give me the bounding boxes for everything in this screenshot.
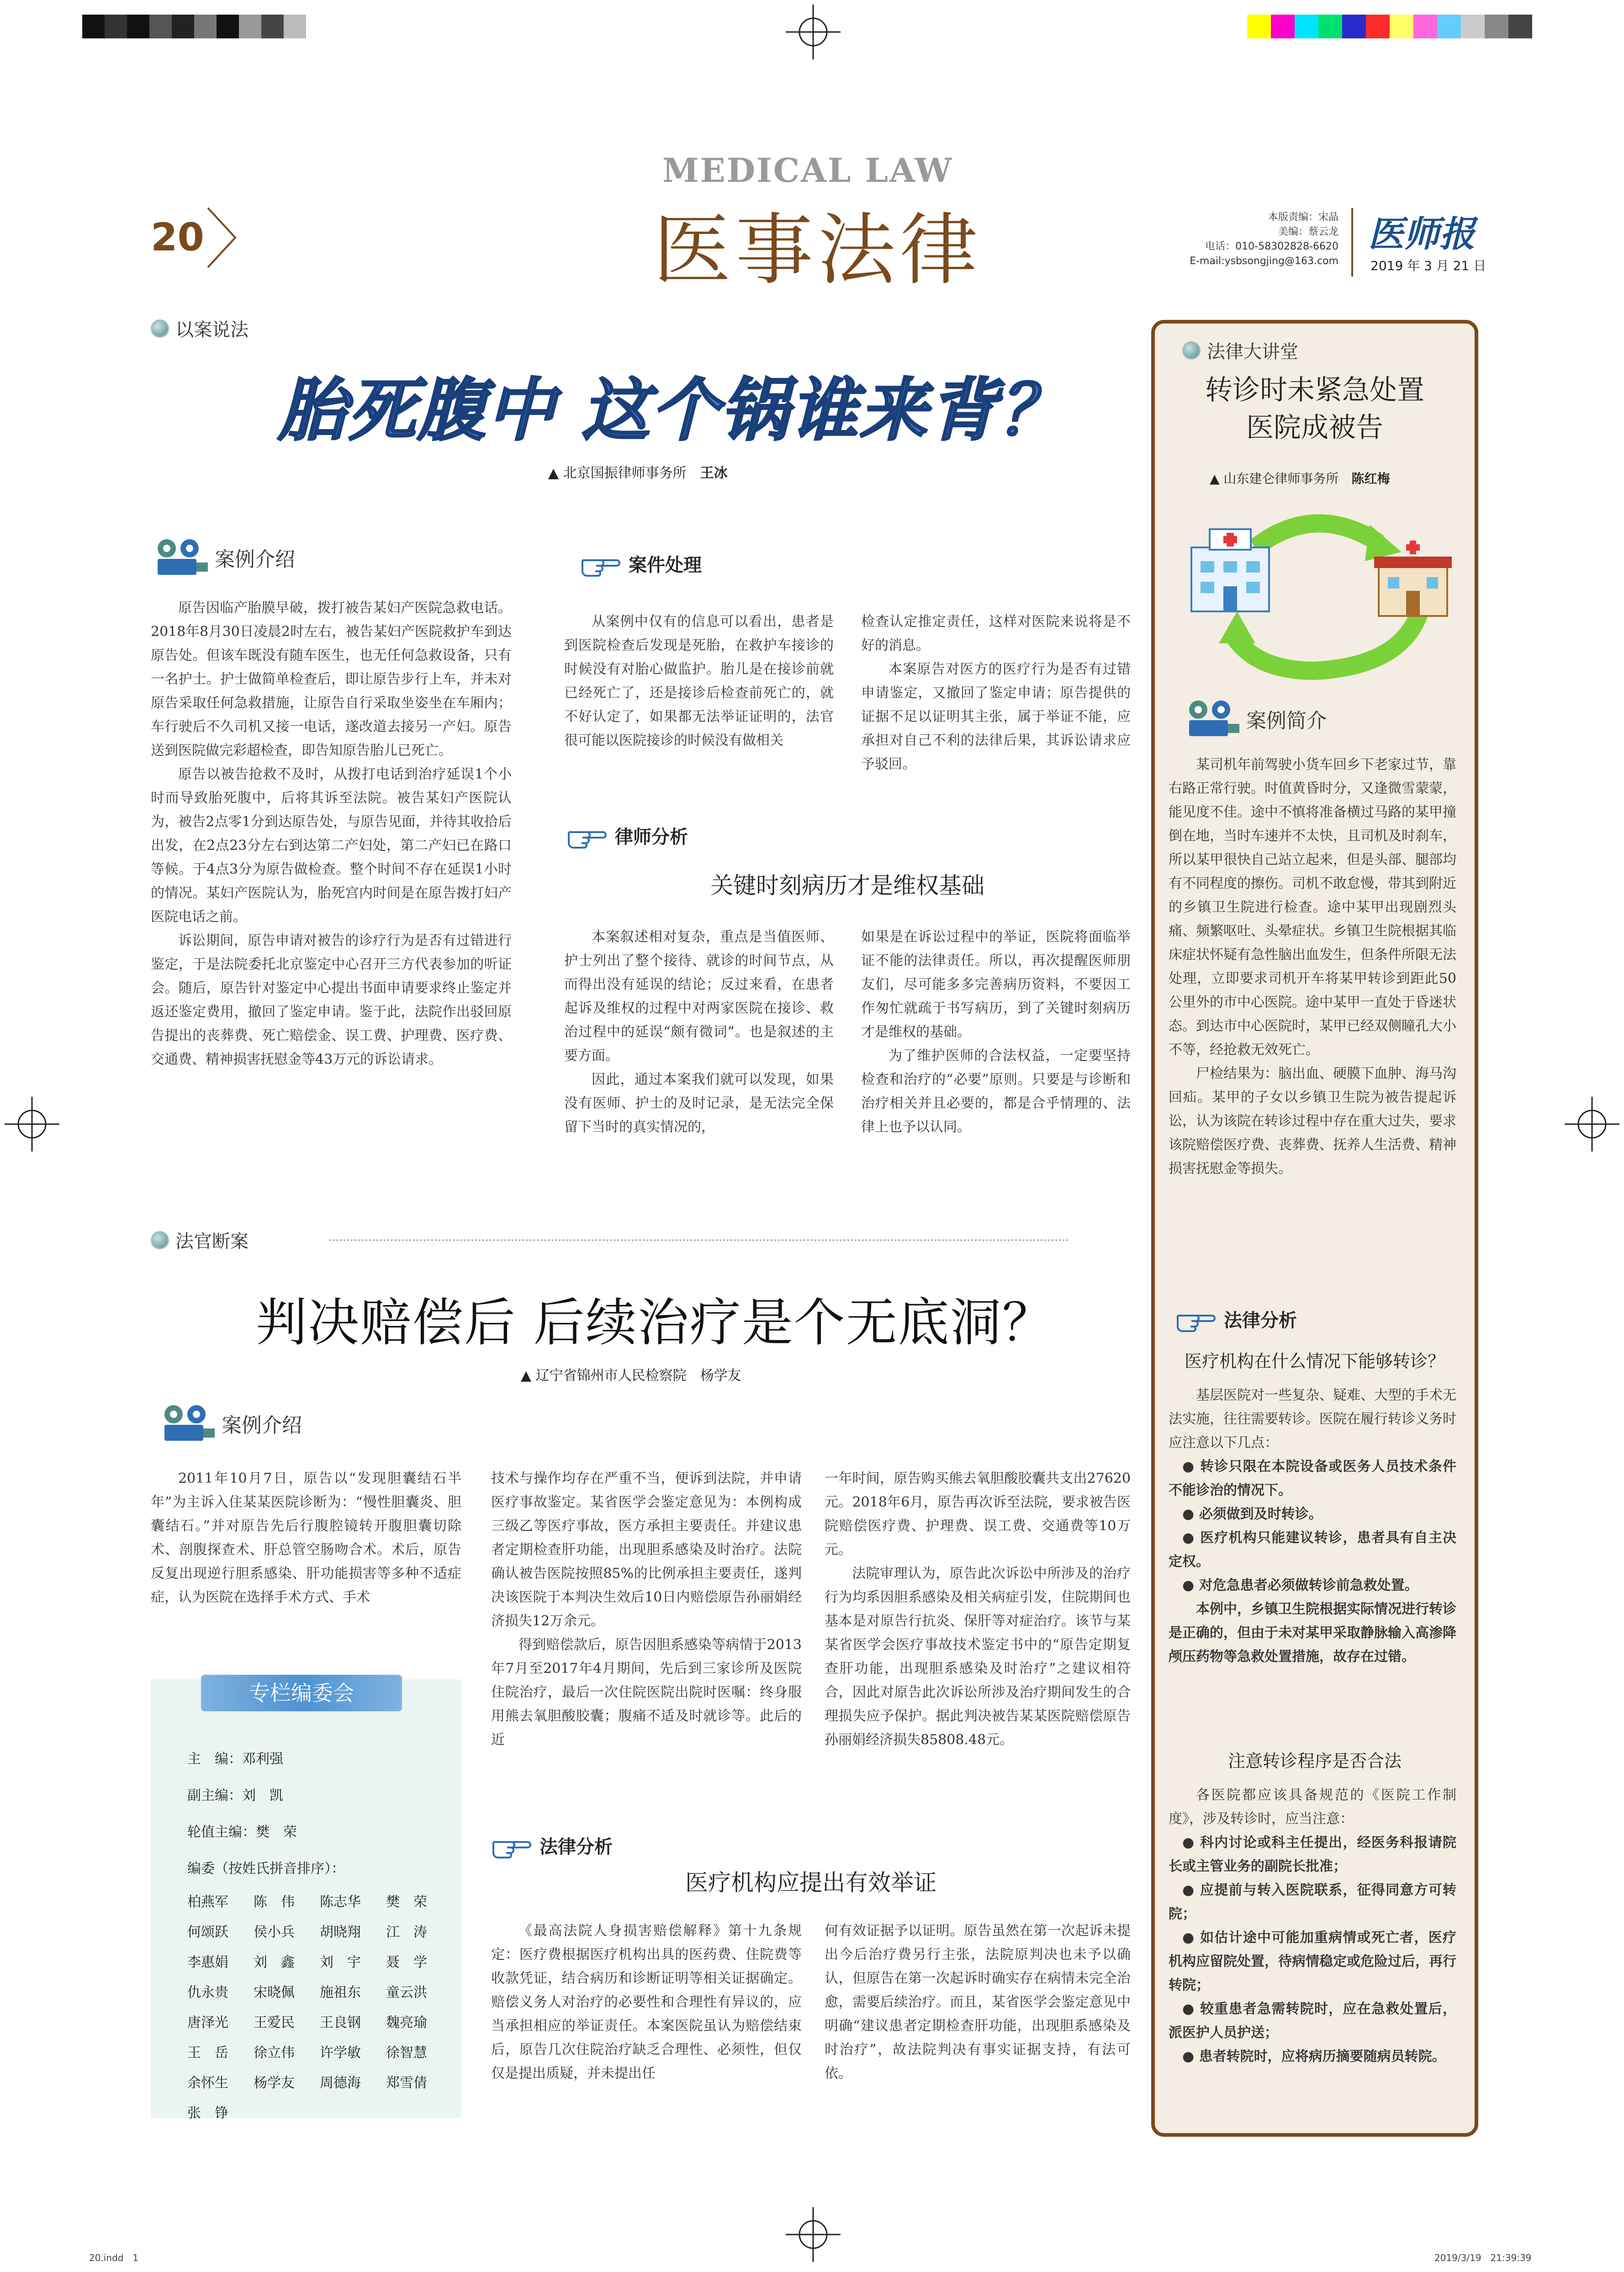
- board-member: 许学敏: [320, 2045, 361, 2061]
- pointing-hand-icon: [491, 1833, 532, 1858]
- paragraph: 原告以被告抢救不及时，从拨打电话到治疗延误1个小时而导致胎死腹中，后将其诉至法院。被告某妇产医院认为，被告2点零1分到达原告处，与原告见面，并待其收拾后出发，在2点23分左右到达第二产妇处，第二产妇已在路口等候。于4点3分为原告做检查。整个时间不存在延误1小时的情况。某妇产医院认为，胎死宫内时间是在原告拨打妇产医院电话之前。: [151, 766, 512, 925]
- list-item: ● 科内讨论或科主任提出，经医务科报请院长或主管业务的副院长批准；: [1169, 1835, 1456, 1874]
- analysis-title: 关键时刻病历才是维权基础: [710, 872, 984, 899]
- board-member: 周德海: [320, 2075, 361, 2091]
- paragraph: 因此，通过本案我们就可以发现，如果没有医师、护士的及时记录，是无法完全保留下当时的真实情况的，: [564, 1072, 834, 1135]
- paragraph: 何有效证据予以证明。原告虽然在第一次起诉未提出今后治疗费另行主张，法院原判决也未予以确认，但原告在第一次起诉时确实存在病情未完全治愈，需要后续治疗。而且，某省医学会鉴定意见中明确“建议患者定期检查肝功能，出现胆系感染及时治疗”，故法院判决有事实证据支持，有法可依。: [825, 1923, 1131, 2081]
- paragraph: 《最高法院人身损害赔偿解释》第十九条规定：医疗费根据医疗机构出具的医药费、住院费等收款凭证，结合病历和诊断证明等相关证据确定。赔偿义务人对治疗的必要性和合理性有异议的，应当承担相应的举证责任。本案医院虽认为赔偿结束后，原告几次住院治疗缺乏合理性、必须性，但仅仅是提出质疑，并未提出任: [491, 1923, 802, 2081]
- hospital-transfer-illustration: [1164, 493, 1465, 685]
- story2-col1: [151, 1467, 461, 1609]
- header-divider: [1351, 208, 1353, 276]
- sidebar-case-text: [1169, 753, 1456, 1181]
- board-member: 宋晓佩: [254, 1985, 295, 2001]
- pointing-hand-icon: [580, 551, 621, 577]
- board-member: 陈 伟: [254, 1894, 295, 1910]
- board-member: 杨学友: [254, 2075, 295, 2091]
- sidebar-question-1: 医疗机构在什么情况下能够转诊？: [1184, 1351, 1445, 1371]
- analysis-heading: [566, 823, 688, 849]
- paragraph: 为了维护医师的合法权益，一定要坚持检查和治疗的“必要”原则。只要是与诊断和治疗相关并且必要的，都是合乎情理的、法律上也予以认同。: [861, 1048, 1131, 1135]
- issue-date: 2019 年 3 月 21 日: [1370, 258, 1486, 273]
- paragraph: 诉讼期间，原告申请对被告的诊疗行为是否有过错进行鉴定，于是法院委托北京鉴定中心召开三方代表参加的听证会。随后，原告针对鉴定中心提出书面申请要求终止鉴定并返还鉴定费用，撤回了鉴定申请。鉴于此，法院作出驳回原告提出的丧葬费、死亡赔偿金、误工费、护理费、医疗费、交通费、精神损害抚慰金等43万元的诉讼请求。: [151, 933, 512, 1067]
- board-member: 唐泽光: [187, 2015, 228, 2031]
- board-chief: 主 编：邓利强: [187, 1751, 283, 1767]
- board-member: 陈志华: [320, 1894, 361, 1910]
- section-dot-icon: [1182, 341, 1201, 360]
- phone-credit: 电话：010-58302828-6620: [1205, 241, 1338, 252]
- byline-name: 王冰: [700, 465, 728, 481]
- section-en-title: MEDICAL LAW: [662, 151, 953, 190]
- paragraph: 各医院都应该具备规范的《医院工作制度》，涉及转诊时，应当注意：: [1169, 1787, 1456, 1827]
- board-member: 王 岳: [187, 2045, 228, 2061]
- story1-case-intro-text: [151, 596, 512, 1072]
- board-member: 郑雪倩: [386, 2075, 427, 2091]
- sidebar-q1-text: [1169, 1384, 1456, 1669]
- board-member: 施祖东: [320, 1985, 361, 2001]
- paragraph: 原告因临产胎膜早破，拨打被告某妇产医院急救电话。2018年8月30日凌晨2时左右，被告某妇产医院救护车到达原告处。但该车既没有随车医生，也无任何急救设备，只有一名护士。护士做简单检查后，即让原告步行上车，并未对原告采取任何急救措施，让原告自行采取坐姿坐在车厢内；车行驶后不久司机又接一电话，遂改道去接另一产妇。原告送到医院做完彩超检查，即告知原告胎儿已死亡。: [151, 600, 512, 759]
- analysis-label: 律师分析: [615, 827, 688, 848]
- story2-col2: [491, 1467, 802, 1752]
- story1-byline: [548, 462, 728, 482]
- story1-analysis-col2: [861, 925, 1131, 1139]
- board-member: 柏燕军: [187, 1894, 228, 1910]
- pointing-hand-icon: [1175, 1306, 1217, 1332]
- board-member: 魏亮瑜: [386, 2015, 427, 2031]
- list-item: ● 医疗机构只能建议转诊，患者具有自主决定权。: [1169, 1530, 1456, 1570]
- byline-name: 陈红梅: [1351, 471, 1390, 486]
- board-members: [187, 1887, 452, 2129]
- board-member: 余怀生: [187, 2075, 228, 2091]
- section-cn-title: 医事法律: [653, 205, 983, 296]
- case-intro-label: 案例介绍: [222, 1414, 302, 1437]
- case-intro-heading: [158, 1403, 302, 1444]
- board-member: 江 涛: [386, 1924, 427, 1940]
- sidebar-question-2: 注意转诊程序是否合法: [1227, 1751, 1402, 1771]
- section-label-text: 法律大讲堂: [1207, 341, 1298, 362]
- section-divider: [329, 1239, 1069, 1241]
- board-member: 胡晓翔: [320, 1924, 361, 1940]
- story2-col3: [825, 1467, 1131, 1752]
- case-intro-label: 案例介绍: [215, 548, 295, 571]
- story1-headline: 胎死腹中 这个锅谁来背？: [279, 371, 1068, 450]
- board-members-label: 编委（按姓氏拼音排序）：: [187, 1861, 345, 1877]
- board-deputy: 副主编：刘 凯: [187, 1788, 283, 1804]
- crop-mark-right-icon: [1565, 1097, 1619, 1152]
- paragraph: 基层医院对一些复杂、疑难、大型的手术无法实施，往往需要转诊。医院在履行转诊义务时应注意以下几点：: [1169, 1387, 1456, 1451]
- sidebar-headline: [1155, 372, 1475, 446]
- byline-org: ▲ 辽宁省锦州市人民检察院: [521, 1368, 687, 1384]
- section-label-judge: [151, 1227, 249, 1253]
- editorial-board-title: 专栏编委会: [201, 1675, 402, 1711]
- film-camera-icon: [151, 537, 210, 578]
- header-credits: [1183, 210, 1338, 269]
- email-credit: E-mail:ysbsongjing@163.com: [1190, 255, 1338, 267]
- paragraph: 某司机年前驾驶小货车回乡下老家过节，靠右路正常行驶。时值黄昏时分，又逢微雪蒙蒙，能见度不佳。途中不慎将准备横过马路的某甲撞倒在地，当时车速并不太快，且司机及时刹车，所以某甲很快自己站立起来，但是头部、腿部均有不同程度的擦伤。司机不敢怠慢，带其到附近的乡镇卫生院进行检查。途中某甲出现剧烈头痛、频繁呕吐、头晕症状。乡镇卫生院根据其临床症状怀疑有急性脑出血发生，但条件所限无法处理，立即要求司机开车将某甲转诊到距此50公里外的市中心医院。途中某甲一直处于昏迷状态。到达市中心医院时，某甲已经双侧瞳孔大小不等，经抢救无效死亡。: [1169, 757, 1456, 1058]
- byline-org: ▲ 北京国振律师事务所: [548, 465, 687, 481]
- film-camera-icon: [158, 1403, 217, 1444]
- editorial-board-box: [151, 1679, 461, 2121]
- section-label-text: 以案说法: [175, 319, 249, 340]
- editor-credit: 本版责编：宋晶: [1268, 212, 1338, 223]
- board-member: 徐立伟: [254, 2045, 295, 2061]
- list-item: ● 必须做到及时转诊。: [1182, 1506, 1322, 1522]
- story1-handling-col2: [861, 610, 1131, 776]
- handling-heading: [580, 551, 702, 577]
- section-label-case: [151, 315, 249, 341]
- sidebar-q2-text: [1169, 1784, 1456, 2069]
- board-member: 童云洪: [386, 1985, 427, 2001]
- list-item: ● 对危急患者必须做转诊前急救处置。: [1182, 1577, 1418, 1593]
- list-item: ● 较重患者急需转院时，应在急救处置后，派医护人员护送；: [1169, 2001, 1456, 2041]
- board-member: 聂 学: [386, 1954, 427, 1970]
- headline-line: 转诊时未紧急处置: [1205, 374, 1424, 406]
- paragraph: 从案例中仅有的信息可以看出，患者是到医院检查后发现是死胎，在救护车接诊的时候没有对胎心做监护。胎儿是在接诊前就已经死亡了，还是接诊后检查前死亡的，就不好认定了，如果都无法举证证明的，法官很可能以医院接诊的时候没有做相关: [564, 614, 834, 748]
- registration-black-bar: [82, 15, 306, 38]
- story2-byline: [521, 1364, 741, 1384]
- newspaper-logo: 医师报: [1368, 214, 1476, 255]
- paragraph: 本例中，乡镇卫生院根据实际情况进行转诊是正确的，但由于未对某甲采取静脉输入高渗降颅压药物等急救处置措施，故存在过错。: [1169, 1601, 1456, 1665]
- footer-timestamp: 2019/3/19 21:39:39: [1434, 2252, 1532, 2263]
- story2-analysis-col2: [825, 1919, 1131, 2086]
- section-dot-icon: [151, 319, 169, 338]
- case-brief-heading: [1182, 698, 1327, 739]
- headline-line: 医院成被告: [1246, 412, 1383, 444]
- case-intro-heading: [151, 537, 295, 578]
- sidebar-panel: [1151, 320, 1478, 2137]
- handling-label: 案件处理: [629, 555, 702, 576]
- story1-handling-col1: [564, 610, 834, 753]
- list-item: ● 转诊只限在本院设备或医务人员技术条件不能诊治的情况下。: [1169, 1459, 1456, 1498]
- analysis-label: 法律分析: [1224, 1310, 1297, 1331]
- analysis-title: 医疗机构应提出有效举证: [685, 1869, 936, 1896]
- paragraph: 如果是在诉讼过程中的举证，医院将面临举证不能的法律责任。所以，再次提醒医师朋友们，尽可能多多完善病历资料，不要因工作匆忙就疏于书写病历，到了关键时刻病历才是维权的基础。: [861, 929, 1131, 1040]
- paragraph: 得到赔偿款后，原告因胆系感染等病情于2013年7月至2017年4月期间，先后到三家诊所及医院住院治疗，最后一次住院医院出院时医嘱：终身服用熊去氧胆酸胶囊；腹痛不适及时就诊等。此后的近: [491, 1637, 802, 1748]
- paragraph: 一年时间，原告购买熊去氧胆酸胶囊共支出27620元。2018年6月，原告再次诉至法院，要求被告医院赔偿医疗费、护理费、误工费、交通费等10万元。: [825, 1470, 1131, 1558]
- board-member: 何颂跃: [187, 1924, 228, 1940]
- footer-file-name: 20.indd 1: [89, 2252, 139, 2263]
- story2-headline: 判决赔偿后 后续治疗是个无底洞？: [256, 1293, 1054, 1353]
- paragraph: 2011年10月7日，原告以“发现胆囊结石半年”为主诉入住某某医院诊断为：“慢性胆囊炎、胆囊结石。”并对原告先后行腹腔镜转开腹胆囊切除术、剖腹探查术、肝总管空肠吻合术。术后，原告反复出现逆行胆系感染、肝功能损害等多种不适症症，认为医院在选择手术方式、手术: [151, 1470, 461, 1605]
- byline-org: ▲ 山东建仑律师事务所: [1210, 471, 1339, 486]
- board-member: 樊 荣: [386, 1894, 427, 1910]
- list-item: ● 患者转院时，应将病历摘要随病员转院。: [1182, 2049, 1446, 2065]
- case-brief-label: 案例简介: [1246, 709, 1327, 733]
- list-item: ● 如估计途中可能加重病情或死亡者，医疗机构应留院处置，待病情稳定或危险过后，再行转院；: [1169, 1930, 1456, 1993]
- crop-mark-left-icon: [5, 1097, 59, 1152]
- paragraph: 技术与操作均存在严重不当，便诉到法院，并申请医疗事故鉴定。某省医学会鉴定意见为：本例构成三级乙等医疗事故，医方承担主要责任。并建议患者定期检查肝功能，出现胆系感染及时治疗。法院确认被告医院按照85%的比例承担主要责任，遂判决该医院于本判决生效后10日内赔偿原告孙丽娟经济损失12万余元。: [491, 1470, 802, 1629]
- board-member: 刘 鑫: [254, 1954, 295, 1970]
- board-member: 刘 宇: [320, 1954, 361, 1970]
- paragraph: 本案叙述相对复杂，重点是当值医师、护士列出了整个接待、就诊的时间节点，从而得出没有延误的结论；反过来看，在患者起诉及维权的过程中对两家医院在接诊、救治过程中的延误“颇有微词”。也是叙述的主要方面。: [564, 929, 834, 1064]
- chevron-right-icon: [203, 203, 240, 272]
- section-dot-icon: [151, 1231, 169, 1249]
- section-label-text: 法官断案: [175, 1231, 249, 1252]
- board-member: 李惠娟: [187, 1954, 228, 1970]
- story2-analysis-col1: [491, 1919, 802, 2086]
- designer-credit: 美编：蔡云龙: [1278, 226, 1338, 238]
- board-member: 张 铮: [187, 2105, 228, 2121]
- film-camera-icon: [1182, 698, 1242, 739]
- paragraph: 检查认定推定责任，这样对医院来说将是不好的消息。: [861, 614, 1131, 653]
- paragraph: 本案原告对医方的医疗行为是否有过错申请鉴定，又撤回了鉴定申请；原告提供的证据不足以证明其主张，属于举证不能，应承担对自己不利的法律后果，其诉讼请求应予驳回。: [861, 661, 1131, 772]
- board-member: 徐智慧: [386, 2045, 427, 2061]
- analysis-label: 法律分析: [540, 1837, 613, 1858]
- board-list: [187, 1741, 452, 2129]
- page-number: 20: [151, 215, 204, 260]
- pointing-hand-icon: [566, 823, 608, 849]
- byline-name: 杨学友: [700, 1368, 741, 1384]
- crop-mark-bottom-center-icon: [786, 2207, 841, 2262]
- registration-color-bar: [1247, 15, 1544, 38]
- sidebar-analysis-heading: [1175, 1306, 1297, 1332]
- analysis-heading: [491, 1832, 613, 1858]
- board-member: 侯小兵: [254, 1924, 295, 1940]
- story1-analysis-col1: [564, 925, 834, 1139]
- board-rotating: 轮值主编：樊 荣: [187, 1824, 297, 1840]
- list-item: ● 应提前与转入医院联系，征得同意方可转院；: [1169, 1882, 1456, 1922]
- crop-mark-top-center-icon: [786, 5, 841, 59]
- paragraph: 尸检结果为：脑出血、硬膜下血肿、海马沟回疝。某甲的子女以乡镇卫生院为被告提起诉讼，认为该院在转诊过程中存在重大过失，要求该院赔偿医疗费、丧葬费、抚养人生活费、精神损害抚慰金等损失。: [1169, 1066, 1456, 1177]
- paragraph: 法院审理认为，原告此次诉讼中所涉及的治疗行为均系因胆系感染及相关病症引发，住院期间也基本是对原告行抗炎、保肝等对症治疗。该节与某某省医学会医疗事故技术鉴定书中的“原告定期复查肝功能，出现胆系感染及时治疗”之建议相符合，因此对原告此次诉讼所涉及治疗期间发生的合理损失应予保护。据此判决被告某某医院赔偿原告孙丽娟经济损失85808.48元。: [825, 1566, 1131, 1748]
- sidebar-byline: [1210, 469, 1390, 487]
- board-member: 王良钢: [320, 2015, 361, 2031]
- sidebar-section-label: [1182, 337, 1298, 363]
- board-member: 仇永贵: [187, 1985, 228, 2001]
- board-member: 王爱民: [254, 2015, 295, 2031]
